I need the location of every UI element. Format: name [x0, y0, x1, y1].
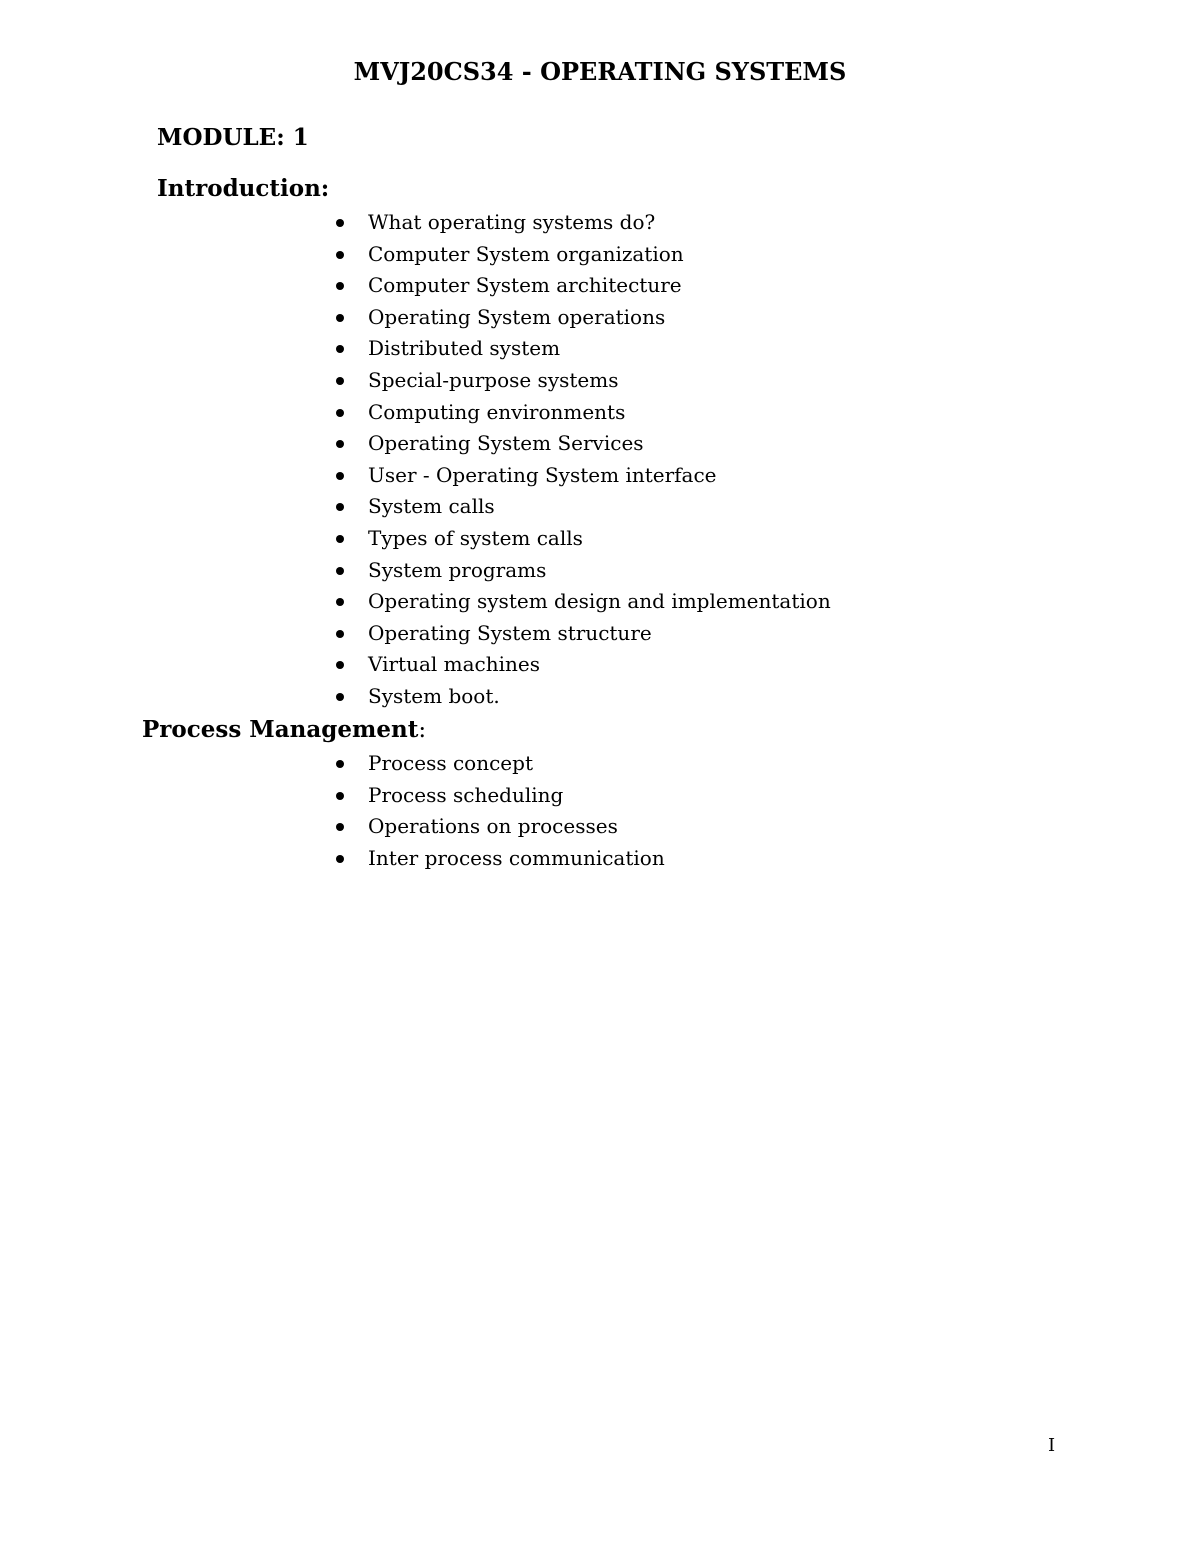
list-item-text: System calls: [368, 494, 495, 519]
list-item-text: User - Operating System interface: [368, 462, 717, 487]
bullet-icon: [336, 855, 344, 863]
bullet-icon: [336, 823, 344, 831]
list-item-text: Distributed system: [368, 336, 561, 361]
bullet-icon: [336, 693, 344, 701]
list-item-text: What operating systems do?: [368, 210, 656, 234]
list-item-text: Special-purpose systems: [368, 367, 619, 392]
list-item: [330, 207, 831, 239]
list-item: [330, 460, 831, 492]
list-item: [330, 491, 831, 523]
list-item-text: Computer System architecture: [368, 273, 682, 298]
bullet-icon: [336, 345, 344, 353]
module-heading: MODULE: 1: [157, 124, 309, 151]
list-item: [330, 365, 831, 397]
bullet-icon: [336, 409, 344, 417]
list-item-text: Operations on processes: [368, 814, 618, 839]
list-item-text: Inter process communication: [368, 845, 665, 870]
list-item: [330, 428, 831, 460]
list-item-text: Operating system design and implementation: [368, 589, 831, 614]
list-item: [330, 649, 831, 681]
list-item: [330, 811, 665, 843]
process-management-heading-text: Process Management: [142, 716, 419, 743]
list-item: [330, 302, 831, 334]
list-item-text: Process concept: [368, 751, 533, 775]
introduction-heading: Introduction:: [157, 175, 330, 202]
document-title: MVJ20CS34 - OPERATING SYSTEMS: [353, 57, 847, 86]
list-item: [330, 681, 831, 713]
list-item: [330, 270, 831, 302]
bullet-icon: [336, 792, 344, 800]
bullet-icon: [336, 219, 344, 227]
list-item: [330, 239, 831, 271]
bullet-icon: [336, 535, 344, 543]
bullet-icon: [336, 282, 344, 290]
process-management-heading-colon: :: [418, 717, 427, 743]
list-item: [330, 618, 831, 650]
bullet-icon: [336, 598, 344, 606]
introduction-topic-list: [330, 207, 831, 713]
list-item-text: System boot.: [368, 683, 500, 708]
list-item: [330, 333, 831, 365]
list-item: [330, 586, 831, 618]
list-item: [330, 397, 831, 429]
list-item-text: Operating System structure: [368, 620, 652, 645]
list-item-text: Operating System Services: [368, 431, 644, 456]
list-item: [330, 780, 665, 812]
list-item-text: Computer System organization: [368, 241, 684, 266]
process-management-heading: [142, 714, 426, 746]
bullet-icon: [336, 760, 344, 768]
bullet-icon: [336, 314, 344, 322]
list-item: [330, 748, 665, 780]
bullet-icon: [336, 472, 344, 480]
bullet-icon: [336, 503, 344, 511]
bullet-icon: [336, 567, 344, 575]
process-management-topic-list: [330, 748, 665, 874]
list-item-text: System programs: [368, 557, 547, 582]
list-item-text: Operating System operations: [368, 304, 666, 329]
bullet-icon: [336, 630, 344, 638]
bullet-icon: [336, 377, 344, 385]
list-item-text: Types of system calls: [368, 525, 583, 550]
bullet-icon: [336, 661, 344, 669]
list-item-text: Process scheduling: [368, 782, 564, 807]
list-item: [330, 843, 665, 875]
page-number: I: [1048, 1435, 1056, 1456]
list-item-text: Virtual machines: [368, 652, 540, 677]
bullet-icon: [336, 440, 344, 448]
list-item: [330, 523, 831, 555]
list-item-text: Computing environments: [368, 399, 626, 424]
list-item: [330, 555, 831, 587]
bullet-icon: [336, 251, 344, 259]
